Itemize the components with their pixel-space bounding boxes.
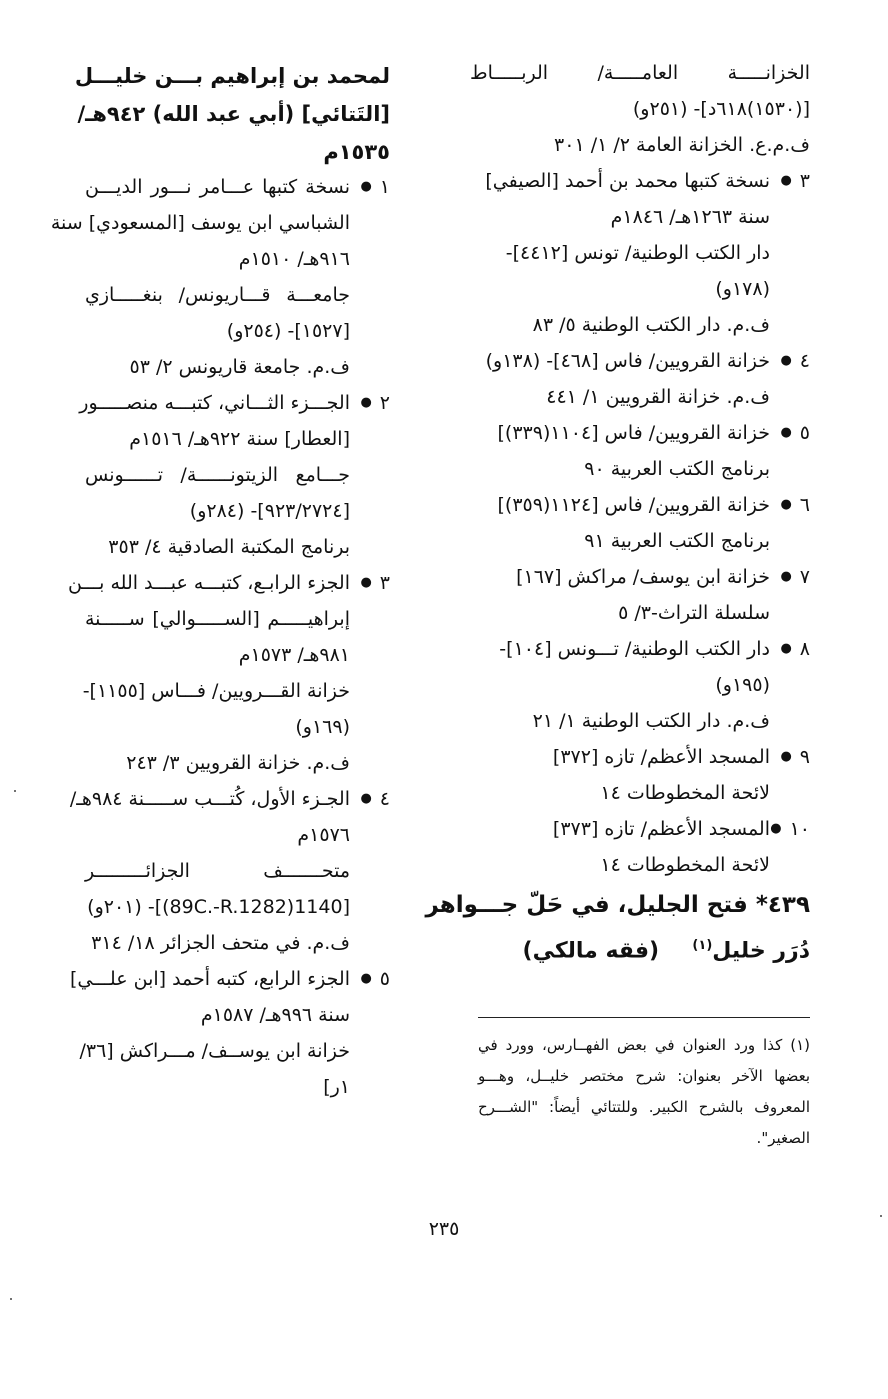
bullet-icon: ●: [360, 971, 372, 986]
author-line: [التَتائي] (أبي عبد الله) ٩٤٢هـ/: [77, 102, 390, 126]
text-line: متحـــــــف الجزائـــــــــر: [85, 860, 350, 882]
bullet-icon: ●: [360, 395, 372, 410]
entry-number: [770, 490, 810, 520]
text-line: خزانة ابن يوســف/ مـــراكش [٣٦/: [79, 1040, 350, 1062]
text-line: سلسلة التراث-٣/ ٥: [618, 602, 770, 624]
subject-tag: (فقه مالكي): [522, 938, 660, 964]
entry-number-text: ٢: [379, 392, 390, 414]
text-line: لائحة المخطوطات ١٤: [600, 782, 770, 804]
page-number: ٢٣٥: [428, 1218, 460, 1240]
text-line: الجـزء الأول، كُتـــب ســـــنة ٩٨٤هـ/: [69, 788, 350, 810]
text-line: [١٥٢٧]- (٢٥٤و): [226, 320, 350, 342]
text-line: [العطار] سنة ٩٢٢هـ/ ١٥١٦م: [129, 428, 350, 450]
text-line: ف.م. دار الكتب الوطنية ١/ ٢١: [532, 710, 770, 732]
author-line: ١٥٣٥م: [323, 140, 390, 164]
entry-number: [770, 742, 810, 772]
manuscript-entry: [79, 388, 390, 568]
text-line: خزانة القرويين/ فاس [٤٦٨]- (١٣٨و): [485, 350, 770, 372]
text-line: الشباسي ابن يوسف [المسعودي] سنة: [50, 212, 350, 234]
entry-number: [770, 634, 810, 664]
entry-number-text: ١٠: [789, 818, 810, 840]
text-line: المسجد الأعظم/ تازه [٣٧٢]: [552, 746, 770, 768]
footnote-line: الصغير".: [756, 1129, 810, 1147]
bullet-icon: ●: [360, 575, 372, 590]
footnote: [478, 1030, 810, 1154]
entry-number: [770, 814, 810, 844]
text-line: ف.م. جامعة قاريونس ٢/ ٥٣: [129, 356, 350, 378]
text-line: ١ر]: [323, 1076, 350, 1098]
text-line: [(١٥٣٠)٦١٨د]- (٢٥١و): [632, 98, 810, 120]
entry-number-text: ٤: [799, 350, 810, 372]
entry-number-text: ٣: [799, 170, 810, 192]
manuscript-entry: [470, 634, 810, 742]
entry-number: [770, 562, 810, 592]
manuscript-entry: [50, 172, 390, 388]
entry-heading-subline: [470, 928, 810, 972]
text-line: الجزء الرابـع، كتبـــه عبـــد الله بـــن: [67, 572, 350, 594]
bullet-icon: ●: [360, 791, 372, 806]
right-column: [425, 58, 810, 972]
bullet-icon: ●: [780, 353, 792, 368]
left-column: [50, 58, 390, 1108]
entry-number: [350, 964, 390, 994]
text-line: جـــامع الزيتونــــــة/ تــــــونس: [85, 464, 350, 486]
footnote-line: المعروف بالشرح الكبير. وللتتائي أيضاً: "الشـــرح: [478, 1098, 810, 1116]
entry-number-text: ٦: [799, 494, 810, 516]
text-line: ف.م. دار الكتب الوطنية ٥/ ٨٣: [532, 314, 770, 336]
entry-number-text: ٥: [799, 422, 810, 444]
text-line: (١٦٩و): [295, 716, 350, 738]
manuscript-entry: [470, 418, 810, 490]
scan-speck: [14, 790, 16, 792]
author-line: لمحمد بن إبراهيم بـــن خليـــل: [74, 64, 390, 88]
bullet-icon: ●: [780, 173, 792, 188]
footnote-marker: (١): [692, 938, 713, 953]
text-line: سنة ٩٩٦هـ/ ١٥٨٧م: [200, 1004, 350, 1026]
manuscript-entry: [470, 814, 810, 886]
text-line: برنامج الكتب العربية ٩١: [584, 530, 770, 552]
entry-number-text: ١: [379, 176, 390, 198]
manuscript-entry: [69, 784, 390, 964]
entry-number-text: ٩: [799, 746, 810, 768]
manuscript-entry: [470, 166, 810, 346]
entry-heading: ٤٣٩* فتح الجليل، في حَلّ جـــواهر: [425, 892, 810, 918]
text-line: المسجد الأعظم/ تازه [٣٧٣]: [552, 818, 770, 840]
scan-speck: [10, 1298, 12, 1300]
footnote-line: بعضها الآخر بعنوان: شرح مختصر خليــل، وهـــو: [478, 1067, 810, 1085]
text-line: ١٥٧٦م: [297, 824, 350, 846]
entry-number-text: ٨: [799, 638, 810, 660]
manuscript-entry: [470, 346, 810, 418]
bullet-icon: ●: [780, 425, 792, 440]
text-line: خزانة القرويين/ فاس [١١٠٤(٣٣٩)]: [497, 422, 770, 444]
bullet-icon: ●: [360, 179, 372, 194]
text-line: (١٩٥و): [715, 674, 770, 696]
text-line: [٩٢٣/٢٧٢٤]- (٢٨٤و): [189, 500, 350, 522]
manuscript-entry: [67, 568, 390, 784]
entry-number: [350, 388, 390, 418]
scan-speck: [880, 1215, 882, 1217]
text-line: ٩٨١هـ/ ١٥٧٣م: [238, 644, 350, 666]
entry-number: [770, 166, 810, 196]
entry-number-text: ٧: [799, 566, 810, 588]
manuscript-entry: [470, 490, 810, 562]
entry-number: [350, 568, 390, 598]
text-line: لائحة المخطوطات ١٤: [600, 854, 770, 876]
manuscript-entry: [470, 742, 810, 814]
text-line: ٩١٦هـ/ ١٥١٠م: [238, 248, 350, 270]
bullet-icon: ●: [780, 641, 792, 656]
footnote-line: (١) كذا ورد العنوان في بعض الفهــارس، وورد في: [478, 1036, 810, 1054]
entry-number-text: ٤: [379, 788, 390, 810]
text-line: خزانة القرويين/ فاس [١١٢٤(٣٥٩)]: [497, 494, 770, 516]
text-line: برنامج المكتبة الصادقية ٤/ ٣٥٣: [108, 536, 350, 558]
text-line: الخزانـــــة العامـــــة/ الربـــــاط: [470, 62, 810, 84]
bullet-icon: ●: [780, 569, 792, 584]
text-line: دار الكتب الوطنية/ تونس [٤٤١٢]-: [505, 242, 770, 264]
entry-number-text: ٣: [379, 572, 390, 594]
text-line: خزانة القـــرويين/ فـــاس [١١٥٥]-: [82, 680, 350, 702]
entry-number: [350, 784, 390, 814]
text-line: ف.م. خزانة القرويين ٣/ ٢٤٣: [126, 752, 350, 774]
entry-number-text: ٥: [379, 968, 390, 990]
bullet-icon: ●: [780, 749, 792, 764]
text-line: الجزء الرابع، كتبه أحمد [ابن علـــي]: [69, 968, 350, 990]
text-line: الجـــزء الثـــاني، كتبـــه منصـــــور: [79, 392, 350, 414]
manuscript-entry: [470, 562, 810, 634]
text-line: نسخة كتبها عـــامر نـــور الديـــن: [85, 176, 350, 198]
entry-number: [770, 418, 810, 448]
text-line: جامعـــة قـــاريونس/ بنغـــــازي: [85, 284, 350, 306]
text-line: [1140(89C.-R.1282)]- (٢٠١و): [87, 896, 350, 918]
text-line: خزانة ابن يوسف/ مراكش [١٦٧]: [516, 566, 770, 588]
heading-title-text: دُرَر خليل: [712, 938, 810, 964]
text-line: (١٧٨و): [715, 278, 770, 300]
text-line: ف.م. في متحف الجزائر ١٨/ ٣١٤: [91, 932, 350, 954]
bullet-icon: ●: [780, 497, 792, 512]
text-line: برنامج الكتب العربية ٩٠: [584, 458, 770, 480]
text-line: دار الكتب الوطنية/ تـــونس [١٠٤]-: [499, 638, 770, 660]
text-line: سنة ١٢٦٣هـ/ ١٨٤٦م: [610, 206, 770, 228]
bullet-icon: ●: [770, 821, 782, 836]
footnote-divider: [478, 1017, 810, 1018]
entry-number: [350, 172, 390, 202]
text-line: إبراهيـــــم [الســـــوالي] ســـــنة: [85, 608, 350, 630]
text-line: ف.م. خزانة القرويين ١/ ٤٤١: [546, 386, 770, 408]
manuscript-entry: [69, 964, 390, 1108]
entry-number: [770, 346, 810, 376]
text-line: ف.م.ع. الخزانة العامة ٢/ ١/ ٣٠١: [554, 134, 810, 156]
text-line: نسخة كتبها محمد بن أحمد [الصيفي]: [485, 170, 770, 192]
